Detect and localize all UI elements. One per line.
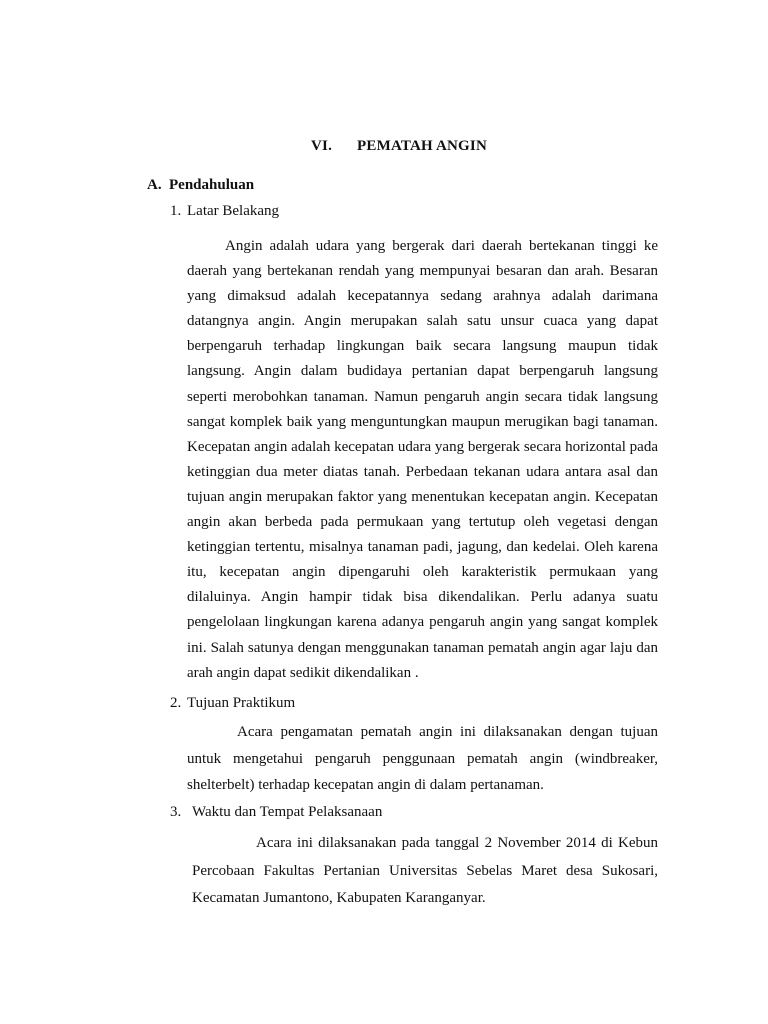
paragraph-tujuan-praktikum: Acara pengamatan pematah angin ini dilaksanakan dengan tujuan untuk mengetahui pengaruh penggunaan pematah angin (windbreaker, shelterbelt) terhadap kecepatan angin di dalam pertanaman. — [187, 724, 658, 793]
subsection-label: 2. — [170, 695, 182, 711]
section-title: Pendahuluan — [169, 177, 255, 193]
chapter-heading — [0, 138, 768, 155]
subsection-label: 1. — [170, 203, 182, 219]
paragraph-latar-belakang: Angin adalah udara yang bergerak dari daerah bertekanan tinggi ke daerah yang bertekanan rendah yang mempunyai besaran dan arah. Besaran yang dimaksud adalah kecepatannya sedang arahnya adalah darimana datangnya angin. Angin merupakan salah satu unsur cuaca yang dapat berpengaruh terhadap lingkungan baik secara langsung maupun tidak langsung. Angin dalam budidaya pertanian dapat berpengaruh langsung seperti merobohkan tanaman. Namun pengaruh angin secara tidak langsung sangat komplek baik yang menguntungkan maupun merugikan bagi tanaman. Kecepatan angin adalah kecepatan udara yang bergerak secara horizontal pada ketinggian dua meter diatas tanah. Perbedaan tekanan udara antara asal dan tujuan angin merupakan faktor yang menentukan kecepatan angin. Kecepatan angin akan berbeda pada permukaan yang tertutup oleh vegetasi dengan ketinggian tertentu, misalnya tanaman padi, jagung, dan kedelai. Oleh karena itu, kecepatan angin dipengaruhi oleh karakteristik permukaan yang dilaluinya. Angin hampir tidak bisa dikendalikan. Perlu adanya suatu pengelolaan lingkungan karena adanya pengaruh angin yang sangat komplek ini. Salah satunya dengan menggunakan tanaman pematah angin agar laju dan arah angin dapat sedikit dikendalikan . — [187, 238, 658, 681]
section-heading-pendahuluan — [147, 177, 254, 194]
subsection-title: Waktu dan Tempat Pelaksanaan — [192, 804, 383, 820]
subsection-heading-waktu-tempat — [170, 804, 382, 821]
subsection-heading-latar-belakang — [170, 203, 279, 220]
chapter-title: PEMATAH ANGIN — [357, 138, 487, 154]
section-label: A. — [147, 177, 162, 193]
chapter-number: VI. — [311, 138, 333, 154]
subsection-title: Tujuan Praktikum — [187, 695, 296, 711]
subsection-title: Latar Belakang — [187, 203, 280, 219]
subsection-label: 3. — [170, 804, 182, 820]
subsection-heading-tujuan-praktikum — [170, 695, 295, 712]
paragraph-waktu-tempat: Acara ini dilaksanakan pada tanggal 2 November 2014 di Kebun Percobaan Fakultas Pertanian Universitas Sebelas Maret desa Sukosari, Kecamatan Jumantono, Kabupaten Karanganyar. — [192, 835, 658, 906]
